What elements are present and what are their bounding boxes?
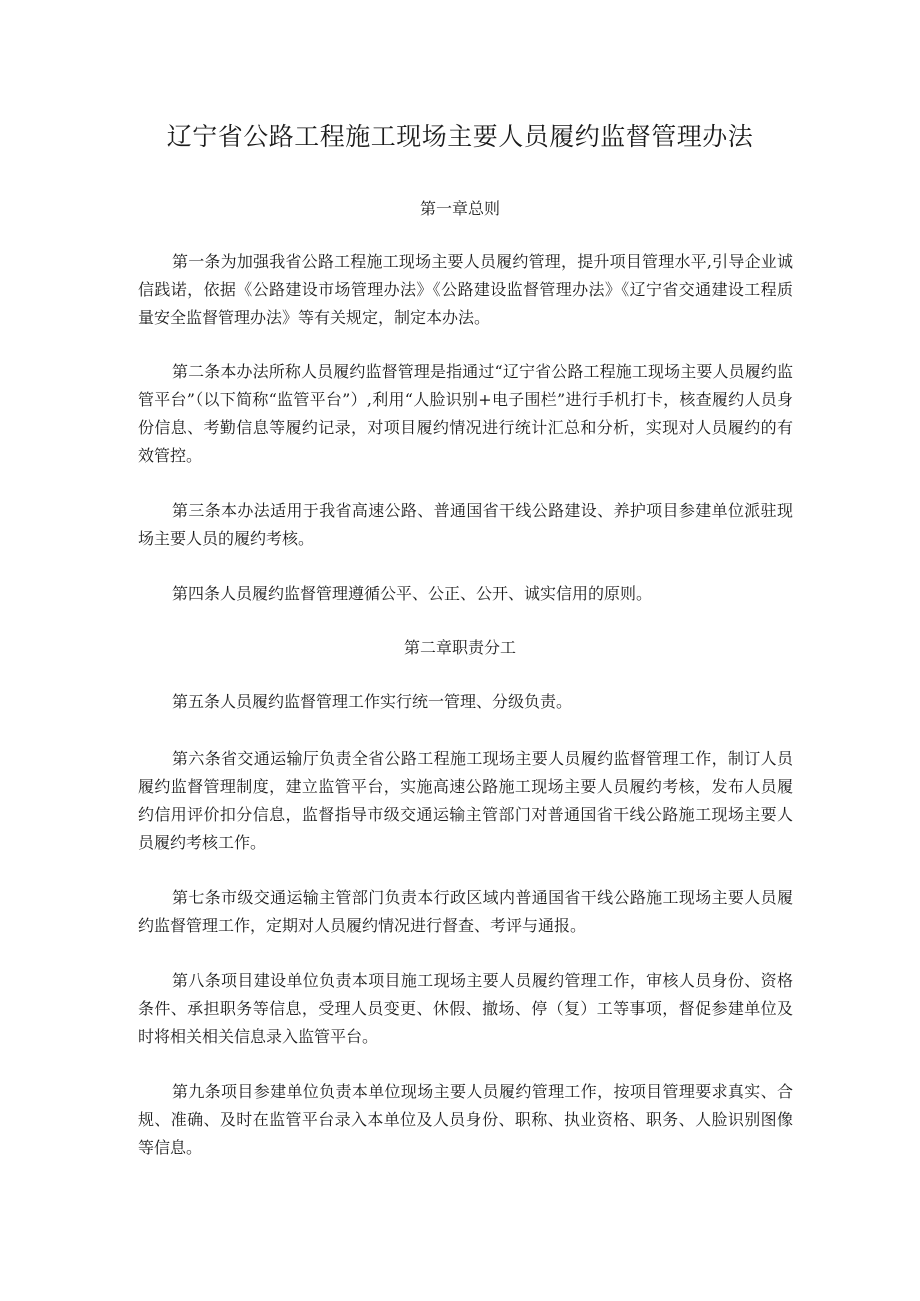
article-4: 第四条人员履约监督管理遵循公平、公正、公开、诚实信用的原则。 bbox=[172, 584, 653, 603]
article-6: 第六条省交通运输厅负责全省公路工程施工现场主要人员履约监督管理工作，制订人员履约监督管理制度，建立监管平台，实施高速公路施工现场主要人员履约考核，发布人员履约信用评价扣分信息，监督指导市级交通运输主管部门对普通国省干线公路施工现场主要人员履约考核工作。 bbox=[138, 749, 793, 852]
article-2: 第二条本办法所称人员履约监督管理是指通过“辽宁省公路工程施工现场主要人员履约监管平台”（以下简称“监管平台”）,利用“人脸识别+电子围栏”进行手机打卡，核查履约人员身份信息、考勤信息等履约记录，对项目履约情况进行统计汇总和分析，实现对人员履约的有效管控。 bbox=[138, 362, 793, 465]
document-title: 辽宁省公路工程施工现场主要人员履约监督管理办法 bbox=[166, 122, 754, 151]
article-8: 第八条项目建设单位负责本项目施工现场主要人员履约管理工作，审核人员身份、资格条件、承担职务等信息，受理人员变更、休假、撤场、停（复）工等事项，督促参建单位及时将相关相关信息录入监管平台。 bbox=[138, 971, 793, 1046]
article-9: 第九条项目参建单位负责本单位现场主要人员履约管理工作，按项目管理要求真实、合规、准确、及时在监管平台录入本单位及人员身份、职称、执业资格、职务、人脸识别图像等信息。 bbox=[138, 1082, 793, 1157]
article-1: 第一条为加强我省公路工程施工现场主要人员履约管理，提升项目管理水平,引导企业诚信践诺，依据《公路建设市场管理办法》《公路建设监督管理办法》《辽宁省交通建设工程质量安全监督管理办法》等有关规定，制定本办法。 bbox=[138, 252, 793, 327]
chapter-heading-1: 第一章总则 bbox=[419, 199, 500, 218]
chapter-heading-2: 第二章职责分工 bbox=[403, 638, 516, 657]
article-3: 第三条本办法适用于我省高速公路、普通国省干线公路建设、养护项目参建单位派驻现场主要人员的履约考核。 bbox=[138, 501, 793, 548]
article-7: 第七条市级交通运输主管部门负责本行政区域内普通国省干线公路施工现场主要人员履约监督管理工作，定期对人员履约情况进行督查、考评与通报。 bbox=[138, 888, 793, 935]
article-5: 第五条人员履约监督管理工作实行统一管理、分级负责。 bbox=[172, 692, 573, 711]
